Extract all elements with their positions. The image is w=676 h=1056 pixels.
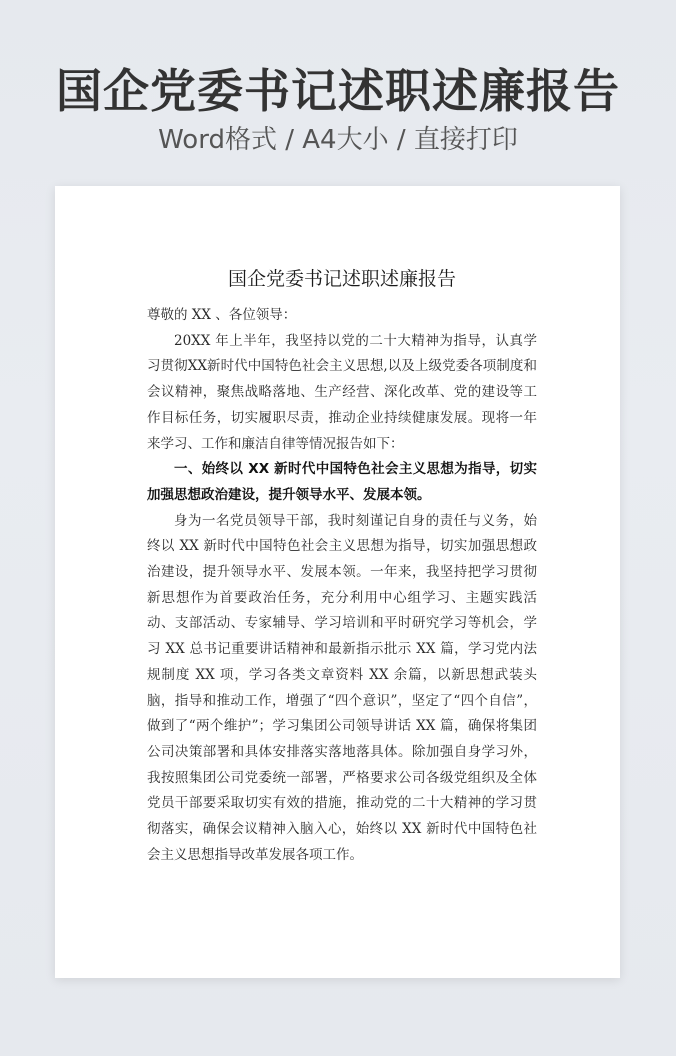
section-body-paragraph: 身为一名党员领导干部，我时刻谨记自身的责任与义务，始终以 XX 新时代中国特色社会主义思想为指导，切实加强思想政治建设，提升领导水平、发展本领。一年来，我坚持把学习贯彻新思想作为首要政治任务，充分利用中心组学习、主题实践活动、支部活动、专家辅导、学习培训和平时研究学习等机会，学习 XX 总书记重要讲话精神和最新指示批示 XX 篇，学习党内法规制度 XX 项，学习各类文章资料 XX 余篇，以新思想武装头脑，指导和推动工作，增强了“四个意识”，坚定了“四个自信”，做到了“两个维护”；学习集团公司领导讲话 XX 篇，确保将集团公司决策部署和具体安排落实落地落具体。除加强自身学习外，我按照集团公司党委统一部署，严格要求公司各级党组织及全体党员干部要采取切实有效的措施，推动党的二十大精神的学习贯彻落实，确保会议精神入脑入心，始终以 XX 新时代中国特色社会主义思想指导改革发展各项工作。	[147, 512, 537, 863]
banner-title: 国企党委书记述职述廉报告	[56, 64, 620, 118]
document-title: 国企党委书记述职述廉报告	[227, 268, 456, 290]
banner-header	[0, 58, 676, 158]
document-body	[147, 264, 537, 868]
section-heading: 一、始终以 XX 新时代中国特色社会主义思想为指导，切实加强思想政治建设，提升领导水平、发展本领。	[147, 461, 537, 503]
document-page	[55, 186, 620, 978]
salutation: 尊敬的 XX 、各位领导：	[147, 307, 297, 323]
intro-paragraph: 20XX 年上半年，我坚持以党的二十大精神为指导，认真学习贯彻XX新时代中国特色社会主义思想,以及上级党委各项制度和会议精神，聚焦战略落地、生产经营、深化改革、党的建设等工作目标任务，切实履职尽责，推动企业持续健康发展。现将一年来学习、工作和廉洁自律等情况报告如下：	[147, 332, 537, 452]
banner-subtitle: Word格式 / A4大小 / 直接打印	[158, 125, 518, 155]
